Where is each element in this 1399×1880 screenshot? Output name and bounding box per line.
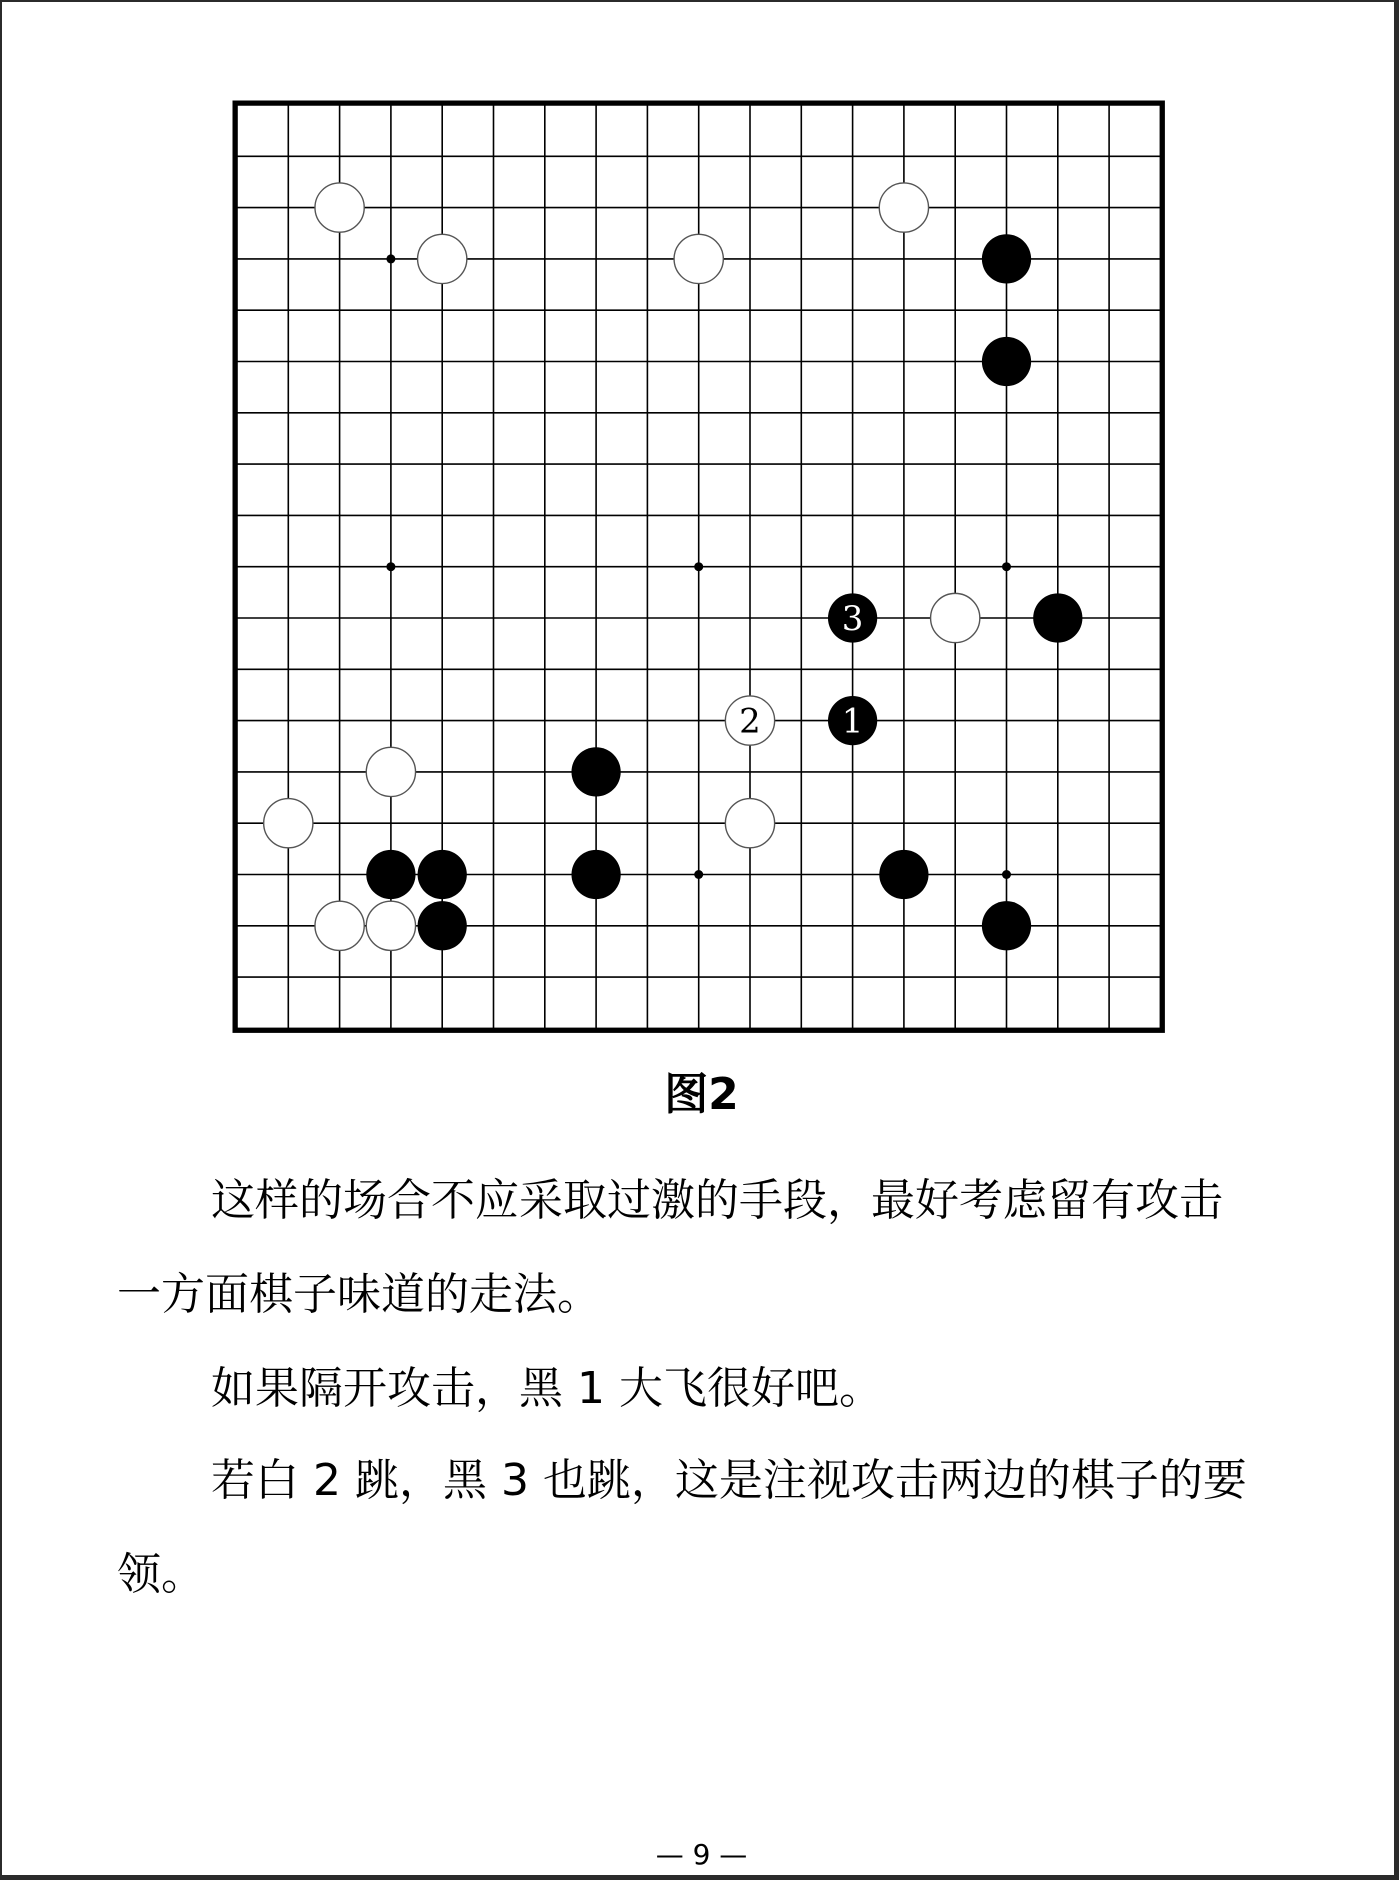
- paragraph-2: [117, 1342, 1292, 1436]
- document-page: [2, 2, 1394, 1875]
- page-number: — 9 —: [655, 1838, 748, 1871]
- white-stone-2: [725, 696, 774, 745]
- star-point-icon: [386, 254, 395, 263]
- paragraph-1-line-1: 这样的场合不应采取过激的手段，最好考虑留有攻击: [211, 1175, 1223, 1226]
- white-stone: [264, 799, 313, 848]
- star-point-icon: [694, 562, 703, 571]
- black-stone-1: [828, 696, 877, 745]
- black-stone: [418, 901, 467, 950]
- stone-move-number: 1: [841, 701, 864, 742]
- white-stone: [418, 234, 467, 283]
- black-stone: [418, 850, 467, 899]
- black-stone: [982, 901, 1031, 950]
- paragraph-3: [117, 1434, 1292, 1622]
- stone-move-number: 2: [739, 701, 761, 742]
- stone-move-number: 3: [841, 599, 864, 639]
- star-point-icon: [1002, 870, 1011, 879]
- paragraph-3-line-1: 若白 2 跳，黑 3 也跳，这是注视攻击两边的棋子的要: [211, 1455, 1247, 1506]
- paragraph-1-line-2: 一方面棋子味道的走法。: [117, 1269, 601, 1320]
- white-stone: [315, 901, 364, 950]
- white-stone: [725, 799, 774, 848]
- go-board-diagram: [2, 2, 1399, 1102]
- white-stone: [879, 183, 928, 232]
- black-stone: [1033, 593, 1082, 642]
- black-stone: [982, 337, 1031, 386]
- star-point-icon: [1002, 562, 1011, 571]
- paragraph-1: [117, 1154, 1292, 1342]
- paragraph-2-text: 如果隔开攻击，黑 1 大飞很好吧。: [211, 1363, 883, 1414]
- black-stone: [982, 234, 1031, 283]
- black-stone: [366, 850, 415, 899]
- black-stone-3: [828, 593, 877, 642]
- black-stone: [571, 747, 620, 796]
- paragraph-3-line-2: 领。: [117, 1549, 205, 1600]
- white-stone: [674, 234, 723, 283]
- star-point-icon: [386, 562, 395, 571]
- white-stone: [366, 747, 415, 796]
- white-stone: [931, 593, 980, 642]
- black-stone: [879, 850, 928, 899]
- star-point-icon: [694, 870, 703, 879]
- black-stone: [571, 850, 620, 899]
- white-stone: [366, 901, 415, 950]
- diagram-caption: 图2: [664, 1069, 739, 1120]
- white-stone: [315, 183, 364, 232]
